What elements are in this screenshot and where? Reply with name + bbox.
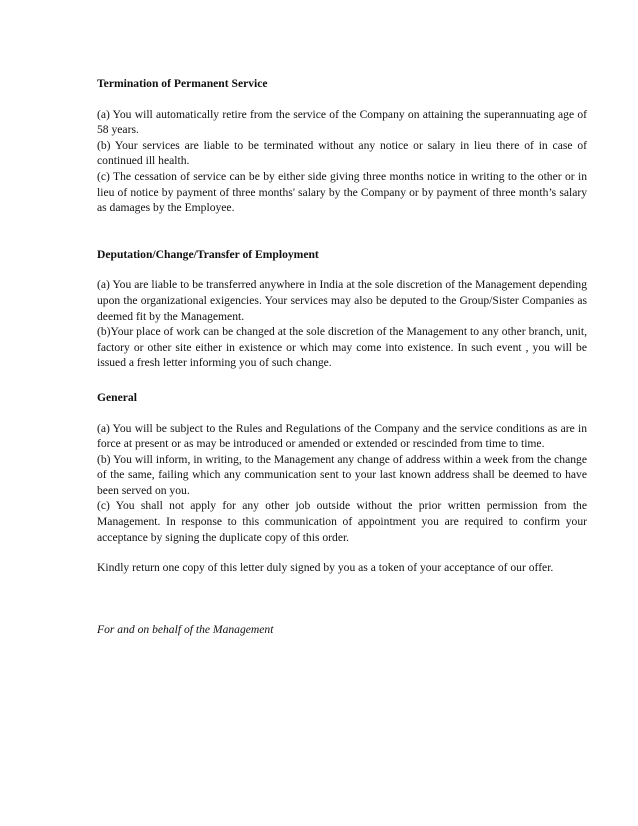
spacer bbox=[97, 92, 587, 107]
letter-page bbox=[97, 76, 587, 637]
spacer bbox=[97, 371, 587, 390]
section-heading-termination: Termination of Permanent Service bbox=[97, 77, 268, 90]
return-note: Kindly return one copy of this letter duly signed by you as a token of your acceptance of our offer. bbox=[97, 561, 554, 575]
closing-line: For and on behalf of the Management bbox=[97, 622, 274, 636]
spacer bbox=[97, 216, 587, 247]
deputation-clause-b: (b)Your place of work can be changed at the sole discretion of the Management to any other branch, unit, factory or other site either in existence or which may come into existence. In such event , you will be issued a fresh letter informing you of such change. bbox=[97, 325, 587, 370]
spacer bbox=[97, 262, 587, 277]
termination-clause-a: (a) You will automatically retire from the service of the Company on attaining the superannuating age of 58 years. bbox=[97, 107, 587, 137]
spacer bbox=[97, 545, 587, 560]
termination-clause-b: (b) Your services are liable to be terminated without any notice or salary in lieu there of in case of continued ill health. bbox=[97, 138, 587, 168]
termination-clause-c: (c) The cessation of service can be by either side giving three months notice in writing to the other or in lieu of notice by payment of three months' salary by the Company or by payment of three month’s salary as damages by the Employee. bbox=[97, 169, 587, 215]
general-clause-b: (b) You will inform, in writing, to the Management any change of address within a week from the change of the same, failing which any communication sent to your last known address shall be deemed to have been served on you. bbox=[97, 452, 587, 497]
section-heading-deputation: Deputation/Change/Transfer of Employment bbox=[97, 247, 319, 261]
spacer bbox=[97, 576, 587, 622]
general-clause-c: (c) You shall not apply for any other job outside without the prior written permission from the Management. In response to this communication of appointment you are required to confirm your acceptance by signing the duplicate copy of this order. bbox=[97, 499, 587, 544]
deputation-clause-a: (a) You are liable to be transferred anywhere in India at the sole discretion of the Management depending upon the organizational exigencies. Your services may also be deputed to the Group/Sister Companies as deemed fit by the Management. bbox=[97, 278, 587, 323]
general-clause-a: (a) You will be subject to the Rules and Regulations of the Company and the service conditions as are in force at present or as may be introduced or amended or extended or rescinded from time to time. bbox=[97, 421, 587, 451]
section-heading-general: General bbox=[97, 390, 137, 404]
spacer bbox=[97, 406, 587, 421]
